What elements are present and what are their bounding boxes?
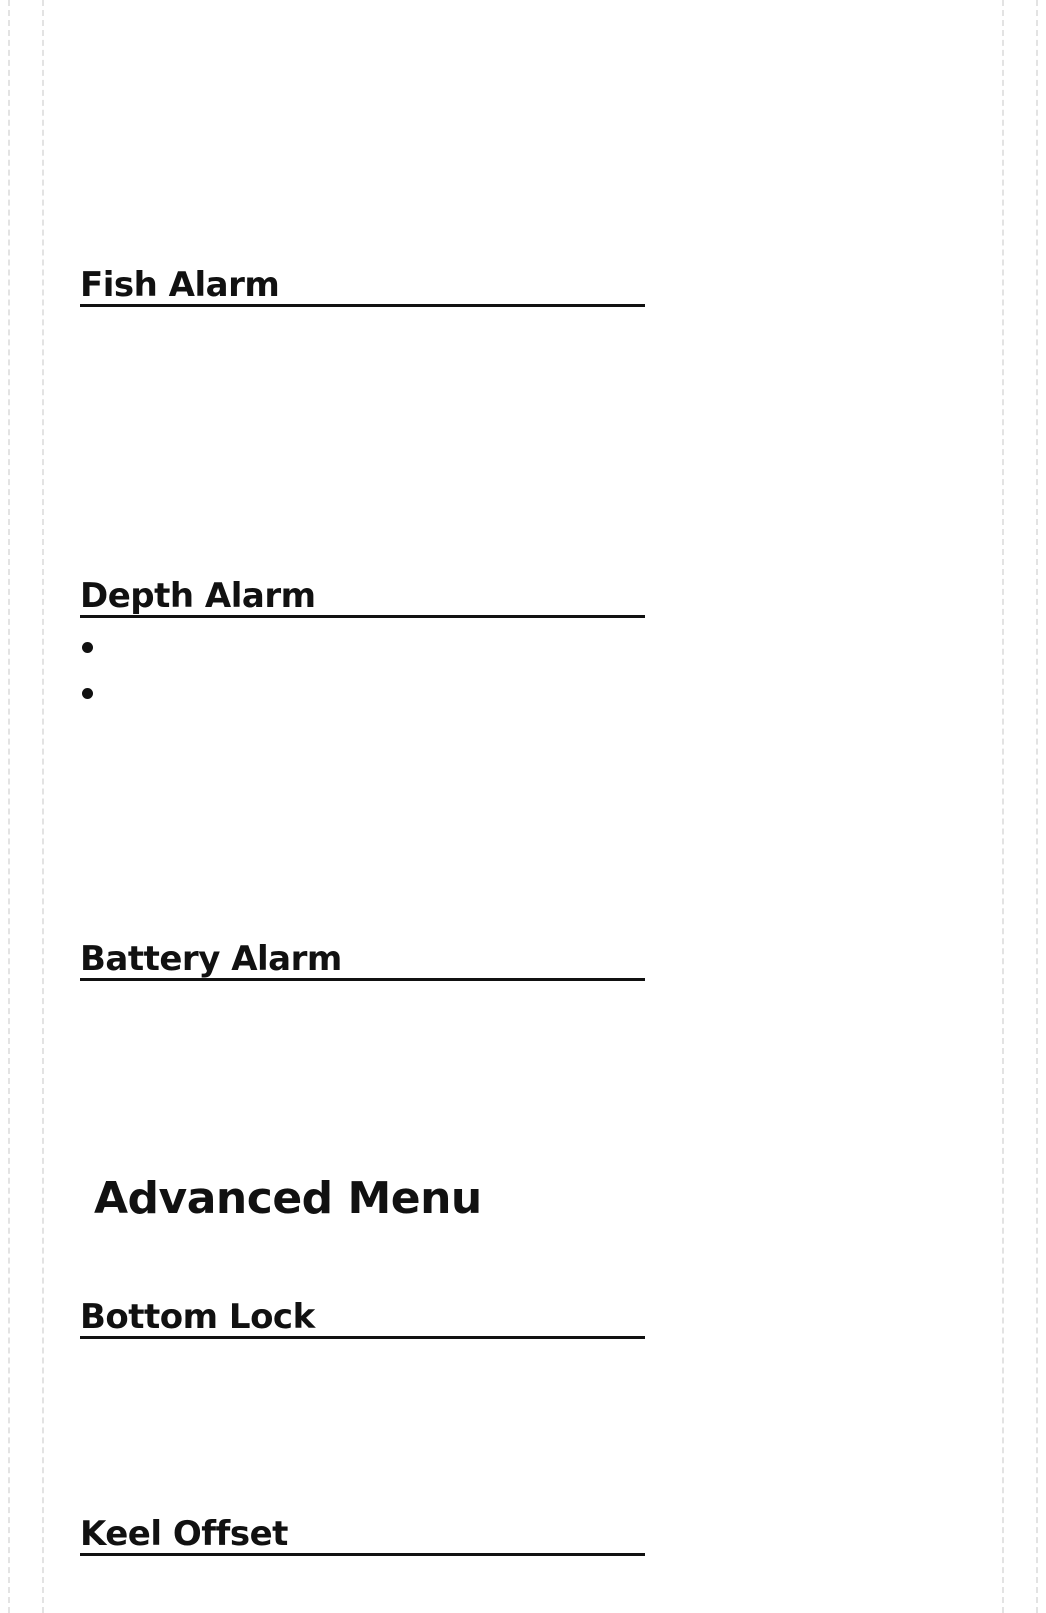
bottom-lock-heading: Bottom Lock: [80, 1295, 645, 1339]
keel-offset-heading: Keel Offset: [80, 1512, 645, 1556]
battery-alarm-heading: Battery Alarm: [80, 937, 645, 981]
right-margin-guide-inner: [1002, 0, 1004, 1613]
bullet-point: [82, 642, 93, 653]
left-margin-guide-inner: [42, 0, 44, 1613]
left-margin-guide-outer: [8, 0, 10, 1613]
fish-alarm-heading: Fish Alarm: [80, 263, 645, 307]
advanced-menu-title: Advanced Menu: [94, 1173, 482, 1224]
depth-alarm-heading: Depth Alarm: [80, 574, 645, 618]
right-margin-guide-outer: [1036, 0, 1038, 1613]
bullet-point: [82, 688, 93, 699]
